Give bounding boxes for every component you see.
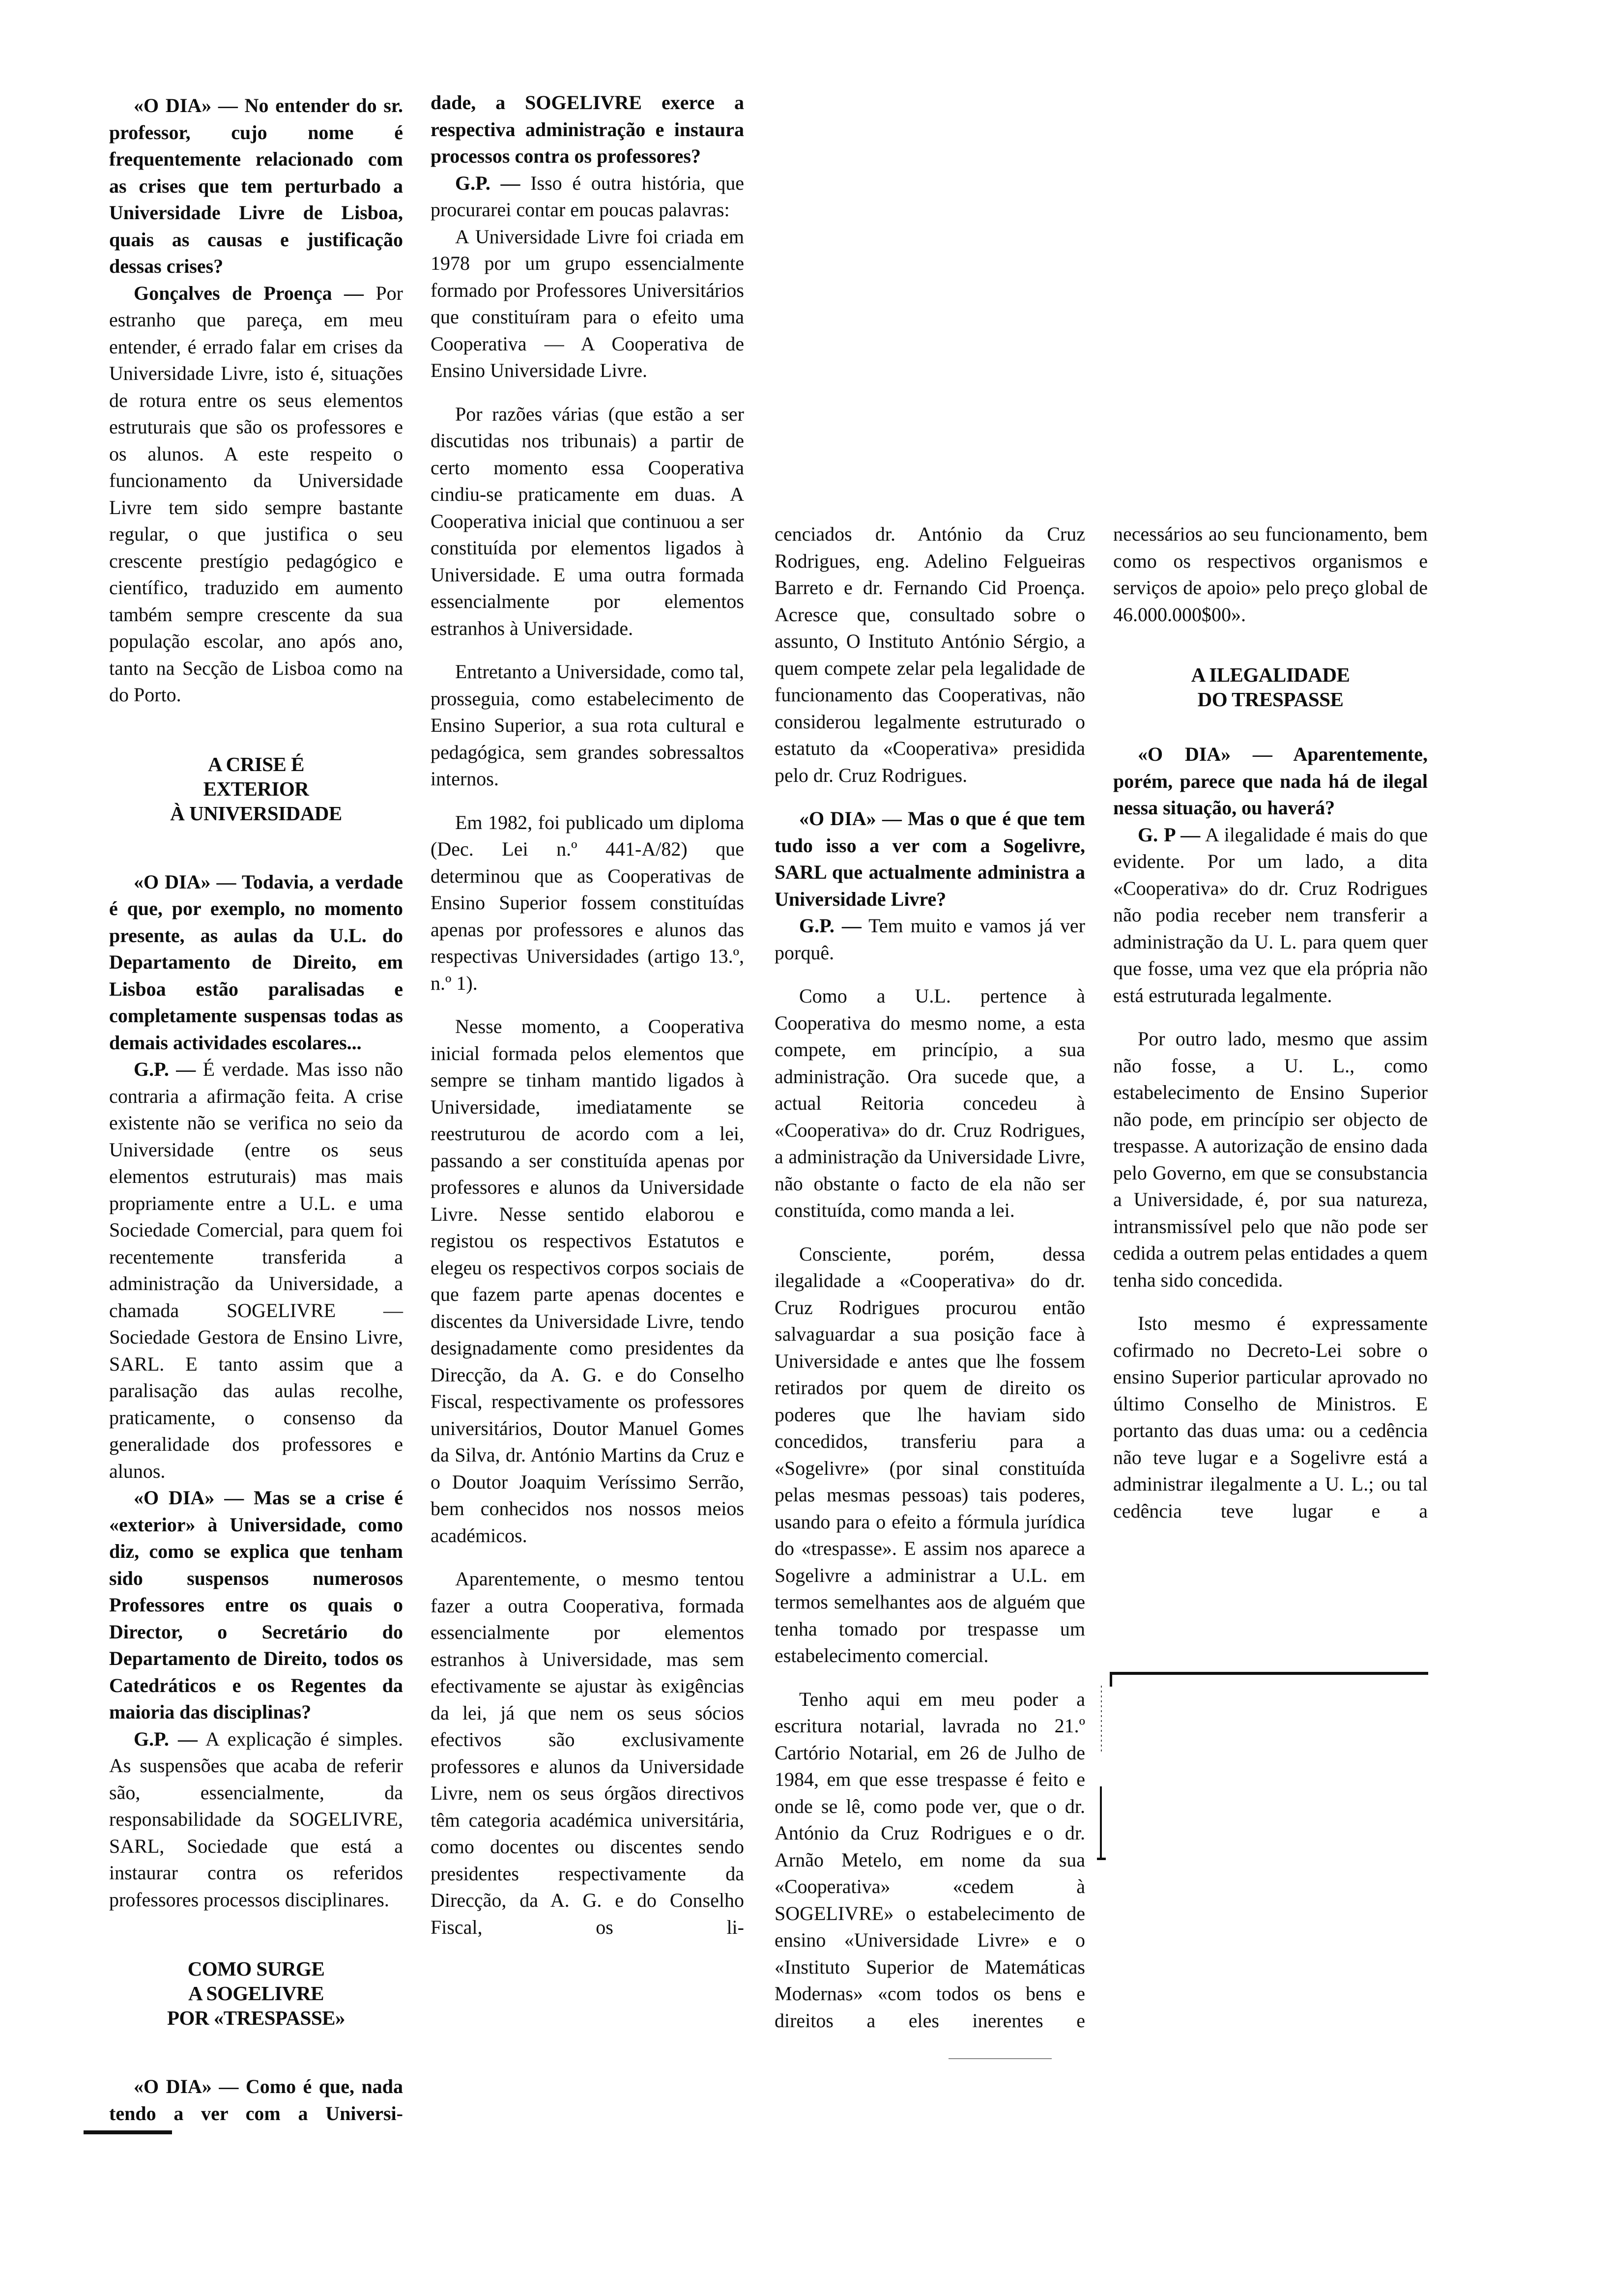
question-paragraph: «O DIA» — Todavia, a verdade é que, por exemplo, no momento presente, as aulas da U.L. do Departamento de Direito, em Lisboa estão paralisadas e completamente suspensas todas as demais actividades escolares... (109, 870, 403, 1054)
answer-paragraph: G. P — A ilegalidade é mais do que evidente. Por um lado, a dita «Cooperativa» do dr. Cruz Rodrigues não podia receber nem transferir a administração da U. L. para quem quer que fosse, uma vez que ela própria não está estruturada legalmente. (1113, 823, 1428, 1006)
answer-paragraph: G.P. — Tem muito e vamos já ver porquê. (775, 915, 1085, 964)
section-heading-crise-exterior: A CRISE É EXTERIOR À UNIVERSIDADE (170, 752, 342, 825)
speaker-label: «O DIA» — (134, 2075, 239, 2097)
section-heading-ilegalidade: A ILEGALIDADE DO TRESPASSE (1191, 663, 1350, 711)
speaker-label: «O DIA» — (134, 94, 238, 116)
answer-paragraph: Nesse momento, a Cooperativa inicial formada pelos elementos que sempre se tinham mantido ligados à Universidade, imediatamente se reestruturou de acordo com a lei, passando a ser constituída apenas por professores e alunos da Universidade Livre. Nesse sentido elaborou e registou os respectivos Estatutos e elegeu os respectivos corpos sociais de que fazem parte apenas docentes e discentes da Universidade Livre, tendo designadamente como presidentes da Direcção, da A. G. e do Conselho Fiscal, respectivamente os professores universitários, Doutor Manuel Gomes da Silva, dr. António Martins da Cruz e o Doutor Joaquim Veríssimo Serrão, bem conhecidos nos nossos meios académicos. (431, 1015, 744, 1547)
speaker-label: «O DIA» — (799, 807, 902, 830)
answer-paragraph: Gonçalves de Proença — Por estranho que pareça, em meu entender, é errado falar em crises da Universidade Livre, isto é, situações de rotura entre os seus elementos estruturais que são os professores e os alunos. A este respeito o funcionamento da Universidade Livre tem sido sempre bastante regular, o que justifica o seu crescente prestígio pedagógico e científico, traduzido em aumento também sempre crescente da sua população escolar, ano após ano, tanto na Secção de Lisboa como na do Porto. (109, 282, 403, 706)
answer-paragraph: G.P. — A explicação é simples. As suspensões que acaba de referir são, essencialmente, da responsabilidade da SOGELIVRE, SARL, Sociedade que está a instaurar contra os referidos professores processos disciplinares. (109, 1727, 403, 1911)
answer-continuation: cenciados dr. António da Cruz Rodrigues, eng. Adelino Felgueiras Barreto e dr. Fernando Cid Proença. Acresce que, consultado sobre o assunto, O Instituto António Sérgio, a quem compete zelar pela legalidade de funcionamento das Cooperativas, não considerou legalmente estruturado o estatuto da «Cooperativa» presidida pelo dr. Cruz Rodrigues. (775, 523, 1085, 786)
frame-bottom-tick (1097, 1858, 1106, 1860)
answer-paragraph: Por razões várias (que estão a ser discutidas nos tribunais) a partir de certo momento essa Cooperativa cindiu-se praticamente em duas. A Cooperativa inicial que continuou a ser constituída por elementos ligados à Universidade. E uma outra formada essencialmente por elementos estranhos à Universidade. (431, 402, 744, 639)
speaker-label: G.P. — (134, 1058, 196, 1080)
question-paragraph: «O DIA» — Como é que, nada tendo a ver com a Universi- (109, 2075, 403, 2124)
question-continuation: dade, a SOGELIVRE exerce a respectiva administração e instaura processos contra os professores? (431, 91, 744, 167)
answer-paragraph: Isto mesmo é expressamente cofirmado no Decreto-Lei sobre o ensino Superior particular aprovado no último Conselho de Ministros. E portanto das duas uma: ou a cedência não teve lugar e a Sogelivre está a administrar ilegalmente a U. L.; ou tal cedência teve lugar e a (1113, 1312, 1428, 1522)
question-paragraph: «O DIA» — Mas se a crise é «exterior» à Universidade, como diz, como se explica que tenham sido suspensos numerosos Professores entre os quais o Director, o Secretário do Departamento de Direito, todos os Catedráticos e os Regentes da maioria das disciplinas? (109, 1487, 403, 1723)
column-end-rule (84, 2130, 172, 2134)
frame-top-rule (1110, 1672, 1428, 1675)
answer-paragraph: A Universidade Livre foi criada em 1978 por um grupo essencialmente formado por Professores Universitários que constituíram para o efeito uma Cooperativa — A Cooperativa de Ensino Universidade Livre. (431, 225, 744, 381)
speaker-label: G. P — (1138, 823, 1201, 846)
answer-paragraph: Tenho aqui em meu poder a escritura notarial, lavrada no 21.º Cartório Notarial, em 26 de Julho de 1984, em que esse trespasse é feito e onde se lê, como pode ver, que o dr. António da Cruz Rodrigues e o dr. Arnão Metelo, em nome da sua «Cooperativa» «cedem à SOGELIVRE» o estabelecimento de ensino «Universidade Livre» e o «Instituto Superior de Matemáticas Modernas» «com todos os bens e direitos a eles inerentes e (775, 1688, 1085, 2032)
section-heading-como-surge: COMO SURGE A SOGELIVRE POR «TRESPASSE» (167, 1957, 345, 2029)
answer-paragraph: Por outro lado, mesmo que assim não fosse, a U. L., como estabelecimento de Ensino Superior não pode, em princípio ser objecto de trespasse. A autorização de ensino dada pelo Governo, em que se consubstancia a Universidade, é, por sua natureza, intransmissível pelo que não pode ser cedida a outrem pelas entidades a quem tenha sido concedida. (1113, 1028, 1428, 1291)
question-paragraph: «O DIA» — Aparentemente, porém, parece que nada há de ilegal nessa situação, ou haverá? (1113, 743, 1428, 819)
speaker-label: G.P. — (455, 172, 520, 194)
question-paragraph: «O DIA» — No entender do sr. professor, cujo nome é frequentemente relacionado com as crises que tem perturbado a Universidade Livre de Lisboa, quais as causas e justificação dessas crises? (109, 94, 403, 277)
frame-left-rule-dotted (1101, 1686, 1102, 1754)
answer-paragraph: Em 1982, foi publicado um diploma (Dec. Lei n.º 441-A/82) que determinou que as Cooperativas de Ensino Superior fossem constituídas apenas por professores e alunos das respectivas Universidades (artigo 13.º, n.º 1). (431, 811, 744, 994)
answer-paragraph: Entretanto a Universidade, como tal, prosseguia, como estabelecimento de Ensino Superior, a sua rota cultural e pedagógica, sem grandes sobressaltos internos. (431, 660, 744, 790)
speaker-label: «O DIA» — (1138, 743, 1272, 765)
speaker-label: «O DIA» — (134, 1487, 244, 1509)
speaker-label: G.P. — (799, 915, 862, 937)
article-column-2 (431, 89, 744, 1941)
answer-paragraph: Aparentemente, o mesmo tentou fazer a outra Cooperativa, formada essencialmente por elementos estranhos à Universidade, mas sem efectivamente se ajustar às exigências da lei, já que nem os seus sócios efectivos são exclusivamente professores e alunos da Universidade Livre, nem os seus órgãos directivos têm categoria académica universitária, como docentes ou discentes sendo presidentes respectivamente da Direcção, da A. G. e do Conselho Fiscal, os li- (431, 1568, 744, 1938)
frame-left-rule (1100, 1786, 1102, 1859)
speaker-label: Gonçalves de Proença — (134, 282, 364, 304)
answer-continuation: necessários ao seu funcionamento, bem como os respectivos organismos e serviços de apoio» pelo preço global de 46.000.000$00». (1113, 523, 1428, 626)
speaker-label: «O DIA» — (134, 870, 236, 893)
question-paragraph: «O DIA» — Mas o que é que tem tudo isso a ver com a Sogelivre, SARL que actualmente administra a Universidade Livre? (775, 807, 1086, 910)
article-column-1 (109, 92, 403, 2127)
speaker-label: G.P. — (134, 1727, 198, 1750)
answer-paragraph: Como a U.L. pertence à Cooperativa do mesmo nome, a esta compete, em princípio, a sua administração. Ora sucede que, a actual Reitoria concedeu à «Cooperativa» do dr. Cruz Rodrigues, a administração da Universidade Livre, não obstante o facto de ela não ser constituída, como manda a lei. (775, 985, 1085, 1221)
answer-paragraph: G.P. — É verdade. Mas isso não contraria a afirmação feita. A crise existente não se verifica no seio da Universidade (entre os seus elementos estruturais) mas mais propriamente entre a U.L. e uma Sociedade Comercial, para quem foi recentemente transferida a administração da Universidade, a chamada SOGELIVRE — Sociedade Gestora de Ensino Livre, SARL. E tanto assim que a paralisação das aulas recolhe, praticamente, o consenso da generalidade dos professores e alunos. (109, 1058, 403, 1482)
scan-noise-line (949, 2058, 1052, 2059)
answer-paragraph: G.P. — Isso é outra história, que procurarei contar em poucas palavras: (431, 172, 744, 221)
answer-paragraph: Consciente, porém, dessa ilegalidade a «Cooperativa» do dr. Cruz Rodrigues procurou então salvaguardar a sua posição face à Universidade e antes que lhe fossem retirados por quem de direito os poderes que lhe haviam sido concedidos, transferiu para a «Sogelivre» (por sinal constituída pelas mesmas pessoas) tais poderes, usando para o efeito a fórmula jurídica do «trespasse». E assim nos aparece a Sogelivre a administrar a U.L. em termos semelhantes aos de alguém que tenha tomado por trespasse um estabelecimento comercial. (775, 1242, 1085, 1666)
frame-left-rule-top (1110, 1672, 1112, 1687)
article-column-3 (775, 521, 1085, 2034)
article-column-4 (1113, 521, 1428, 1524)
